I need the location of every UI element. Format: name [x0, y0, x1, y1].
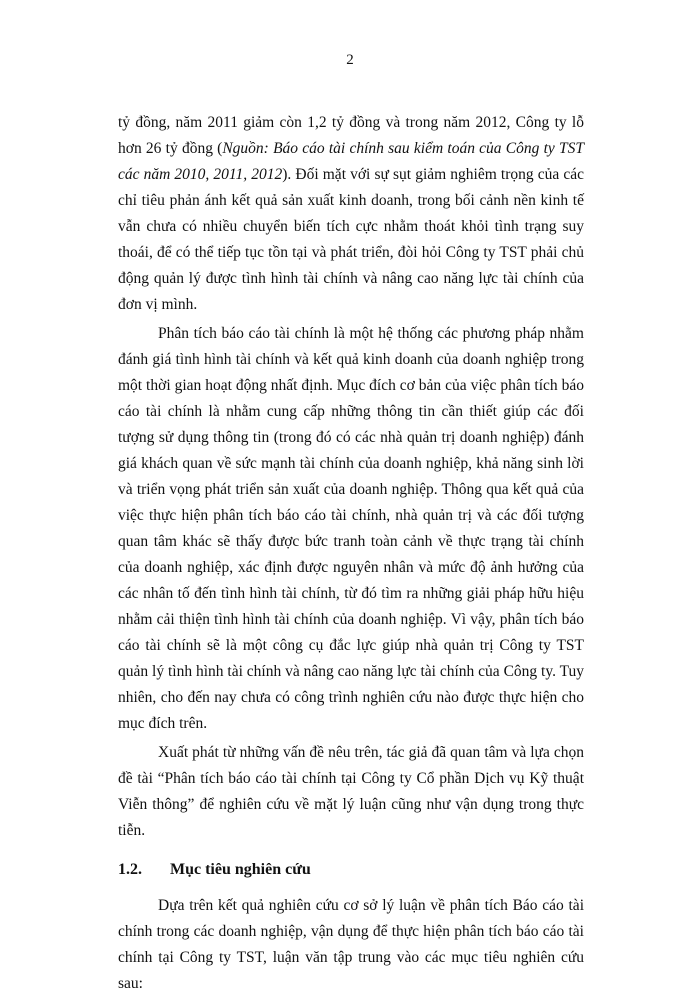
page-body: [118, 110, 584, 997]
section-heading: [118, 857, 584, 883]
source-citation: Nguồn: Báo cáo tài chính sau kiểm toán của Công ty TST các năm 2010, 2011, 2012: [118, 140, 585, 183]
paragraph-3: Xuất phát từ những vấn đề nêu trên, tác giả đã quan tâm và lựa chọn đề tài “Phân tích báo cáo tài chính tại Công ty Cổ phần Dịch vụ Kỹ thuật Viễn thông” để nghiên cứu về mặt lý luận cũng như vận dụng trong thực tiễn.: [118, 744, 584, 839]
paragraph-2: Phân tích báo cáo tài chính là một hệ thống các phương pháp nhằm đánh giá tình hình tài chính và kết quả kinh doanh của doanh nghiệp trong một thời gian hoạt động nhất định. Mục đích cơ bản của việc phân tích báo cáo tài chính là nhằm cung cấp những thông tin cần thiết giúp các đối tượng sử dụng thông tin (trong đó có các nhà quản trị doanh nghiệp) đánh giá khách quan về sức mạnh tài chính của doanh nghiệp, khả năng sinh lời và triển vọng phát triển sản xuất của doanh nghiệp. Thông qua kết quả của việc thực hiện phân tích báo cáo tài chính, nhà quản trị và các đối tượng quan tâm khác sẽ thấy được bức tranh toàn cảnh về thực trạng tài chính của doanh nghiệp, xác định được nguyên nhân và mức độ ảnh hưởng của các nhân tố đến tình hình tài chính, từ đó tìm ra những giải pháp hữu hiệu nhằm cải thiện tình hình tài chính của doanh nghiệp. Vì vậy, phân tích báo cáo tài chính sẽ là một công cụ đắc lực giúp nhà quản trị Công ty TST quản lý tình hình tài chính và nâng cao năng lực tài chính của Công ty. Tuy nhiên, cho đến nay chưa có công trình nghiên cứu nào được thực hiện cho mục đích trên.: [118, 325, 584, 732]
section-title: Mục tiêu nghiên cứu: [170, 861, 311, 878]
section-number: 1.2.: [118, 861, 142, 878]
paragraph-1: tỷ đồng, năm 2011 giảm còn 1,2 tỷ đồng và trong năm 2012, Công ty lỗ hơn 26 tỷ đồng (Nguồn: Báo cáo tài chính sau kiểm toán của Công ty TST các năm 2010, 2011, 2012). Đối mặt với sự sụt giảm nghiêm trọng của các chỉ tiêu phản ánh kết quả sản xuất kinh doanh, trong bối cảnh nền kinh tế vẫn chưa có nhiều chuyển biến tích cực nhằm thoát khỏi tình trạng suy thoái, để có thể tiếp tục tồn tại và phát triển, đòi hỏi Công ty TST phải chủ động quản lý được tình hình tài chính và nâng cao năng lực tài chính của đơn vị mình.: [118, 114, 585, 313]
page-number: 2: [346, 52, 354, 68]
paragraph-4: Dựa trên kết quả nghiên cứu cơ sở lý luận về phân tích Báo cáo tài chính trong các doanh nghiệp, vận dụng để thực hiện phân tích báo cáo tài chính tại Công ty TST, luận văn tập trung vào các mục tiêu nghiên cứu sau:: [118, 897, 584, 992]
